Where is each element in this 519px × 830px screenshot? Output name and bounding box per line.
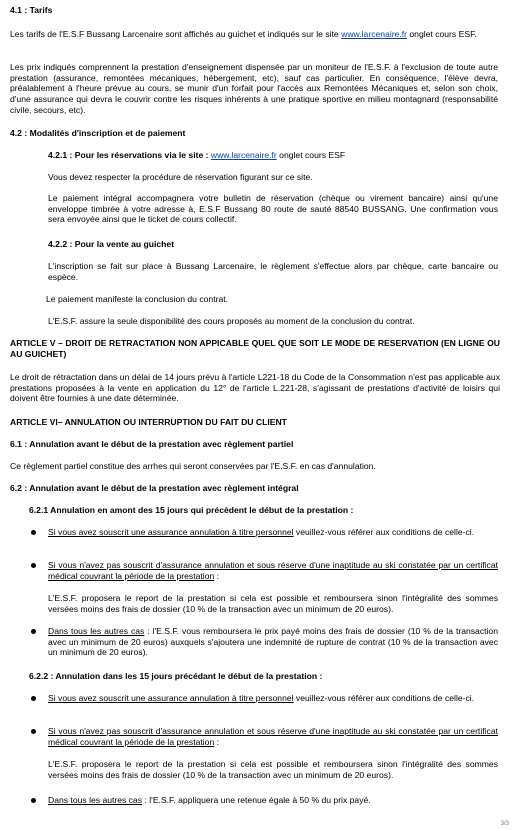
larcenaire-link-2[interactable]: www.larcenaire.fr [210,150,277,160]
article-5-title: ARTICLE V – DROIT DE RETRACTATION NON APPICABLE QUEL QUE SOIT LE MODE DE RESERVATION (EN LIGNE OU AU GUICHET) [10,338,500,359]
bullet-3-underlined: Dans tous les autres cas [48,795,143,805]
bullet-dot [31,563,36,568]
bullet-1-text: veuillez-vous référer aux conditions de celle-ci. [293,527,475,537]
bullet-1-underlined: Si vous avez souscrit une assurance annulation à titre personnel [48,527,294,537]
section-4-1-paragraph-1 [10,29,500,40]
bullet-3-underlined: Dans tous les autres cas [48,626,145,636]
bullet-2-underlined: Si vous n'avez pas souscrit d'assurance annulation et sous réserve d'une inaptitude au ski constatée par un certificat médical couvrant la période de la prestation [48,726,498,747]
section-6-2-1-bullet-3 [48,626,498,658]
section-4-2-1-title-b: onglet cours ESF [276,150,346,160]
bullet-1-text: veuillez-vous référer aux conditions de celle-ci. [293,693,475,703]
section-6-2-1-bullet-2 [48,560,498,581]
section-4-1-text-a: Les tarifs de l'E.S.F Bussang Larcenaire sont affichés au guichet et indiqués sur le site [10,29,342,39]
section-6-1-paragraph: Ce règlement partiel constitue des arrhes qui seront conservées par l'E.S.F. en cas d'annulation. [10,461,376,471]
section-4-2-2-paragraph-3: L'E.S.F. assure la seule disponibilité des cours proposés au moment de la conclusion du contrat. [48,316,415,326]
bullet-2-underlined: Si vous n'avez pas souscrit d'assurance annulation et sous réserve d'une inaptitude au ski constatée par un certificat médical couvrant la période de la prestation [48,560,498,581]
section-4-2-1-title [48,150,498,161]
section-4-1-text-b: onglet cours ESF. [407,29,477,39]
section-6-2-1-bullet-1 [48,527,498,538]
section-6-2-2-title: 6.2.2 : Annulation dans les 15 jours précédant le début de la prestation : [29,671,323,681]
bullet-3-text: : l'E.S.F. vous remboursera le prix payé moins des frais de dossier (10 % de la transaction avec un minimum de 20 euros) auxquels s'ajoutera une indemnité de rupture de contrat (10 % de la transaction avec un minimum de 20 euros). [48,626,498,658]
page-number: 3/3 [500,820,509,827]
section-6-2-1-bullet-2-paragraph: L'E.S.F. proposera le report de la prestation si cela est possible et remboursera sinon l'intégralité des sommes versées moins des frais de dossier (10 % de la transaction avec un minimum de 20 euros). [48,593,498,614]
section-4-2-2-paragraph-1: L'inscription se fait sur place à Bussang Larcenaire, le règlement s'effectue alors par chèque, carte bancaire ou espèce. [48,261,498,282]
bullet-dot [31,629,36,634]
bullet-dot [31,530,36,535]
section-6-2-2-bullet-3 [48,795,498,806]
section-6-2-2-bullet-2 [48,726,498,747]
section-4-2-2-title: 4.2.2 : Pour la vente au guichet [48,239,175,249]
bullet-dot [31,729,36,734]
section-6-2-1-title: 6.2.1 Annulation en amont des 15 jours qui précèdent le début de la prestation : [29,505,354,515]
section-4-2-1-paragraph-1: Vous devez respecter la procédure de réservation figurant sur ce site. [48,172,313,182]
bullet-dot [31,798,36,803]
bullet-2-text: : [214,570,220,581]
section-4-2-1-title-a: 4.2.1 : Pour les réservations via le site : [48,150,211,160]
section-4-2-title: 4.2 : Modalités d'inscription et de paiement [10,128,186,138]
bullet-1-underlined: Si vous avez souscrit une assurance annulation à titre personnel [48,693,294,703]
section-4-2-2-paragraph-2: Le paiement manifeste la conclusion du contrat. [46,294,229,304]
section-4-1-paragraph-2: Les prix indiqués comprennent la prestation d'enseignement dispensée par un moniteur de l'E.S.F. à l'exclusion de toute autre prestation (assurance, remontées mécaniques, hébergement, etc), sauf cas particulier. En conséquence, l'élève devra, préalablement à l'heure prévue au cours, se munir d'un forfait pour l'accès aux Remontées Mécaniques et, selon son choix, d'une assurance qui devra le couvrir contre les risques inhérents à une pratique sportive en milieu montagnard (responsabilité civile, secours, etc). [10,62,498,115]
section-6-2-2-bullet-1 [48,693,498,704]
bullet-dot [31,696,36,701]
article-5-paragraph: Le droit de rétractation dans un délai de 14 jours prévu à l'article L221-18 du Code de la Consommation n'est pas applicable aux prestations proposées à la vente en application du 12° de l'article L.221-28, s'agissant de prestations d'activité de loisirs qui doivent être fournies à une date déterminée. [10,372,500,404]
section-6-2-2-bullet-2-paragraph: L'E.S.F. proposera le report de la prestation si cela est possible et remboursera sinon l'intégralité des sommes versées moins des frais de dossier (10 % de la transaction avec un minimum de 20 euros). [48,759,498,780]
article-6-title: ARTICLE VI– ANNULATION OU INTERRUPTION DU FAIT DU CLIENT [10,417,287,427]
section-4-1-title: 4.1 : Tarifs [10,5,53,15]
bullet-3-text: : l'E.S.F. appliquera une retenue égale à 50 % du prix payé. [142,795,371,805]
section-4-2-1-paragraph-2: Le paiement intégral accompagnera votre bulletin de réservation (chèque ou virement bancaire) ainsi qu'une enveloppe timbrée à votre adresse à, E.S.F Bussang 80 route de sauté 88540 BUSSANG. Une confirmation vous sera envoyée ainsi que le ticket de cours collectif. [48,193,498,225]
section-6-1-title: 6.1 : Annulation avant le début de la prestation avec règlement partiel [10,439,294,449]
section-6-2-title: 6.2 : Annulation avant le début de la prestation avec règlement intégral [10,483,299,493]
larcenaire-link[interactable]: www.larcenaire.fr [341,29,408,39]
bullet-2-text: : [214,736,220,747]
